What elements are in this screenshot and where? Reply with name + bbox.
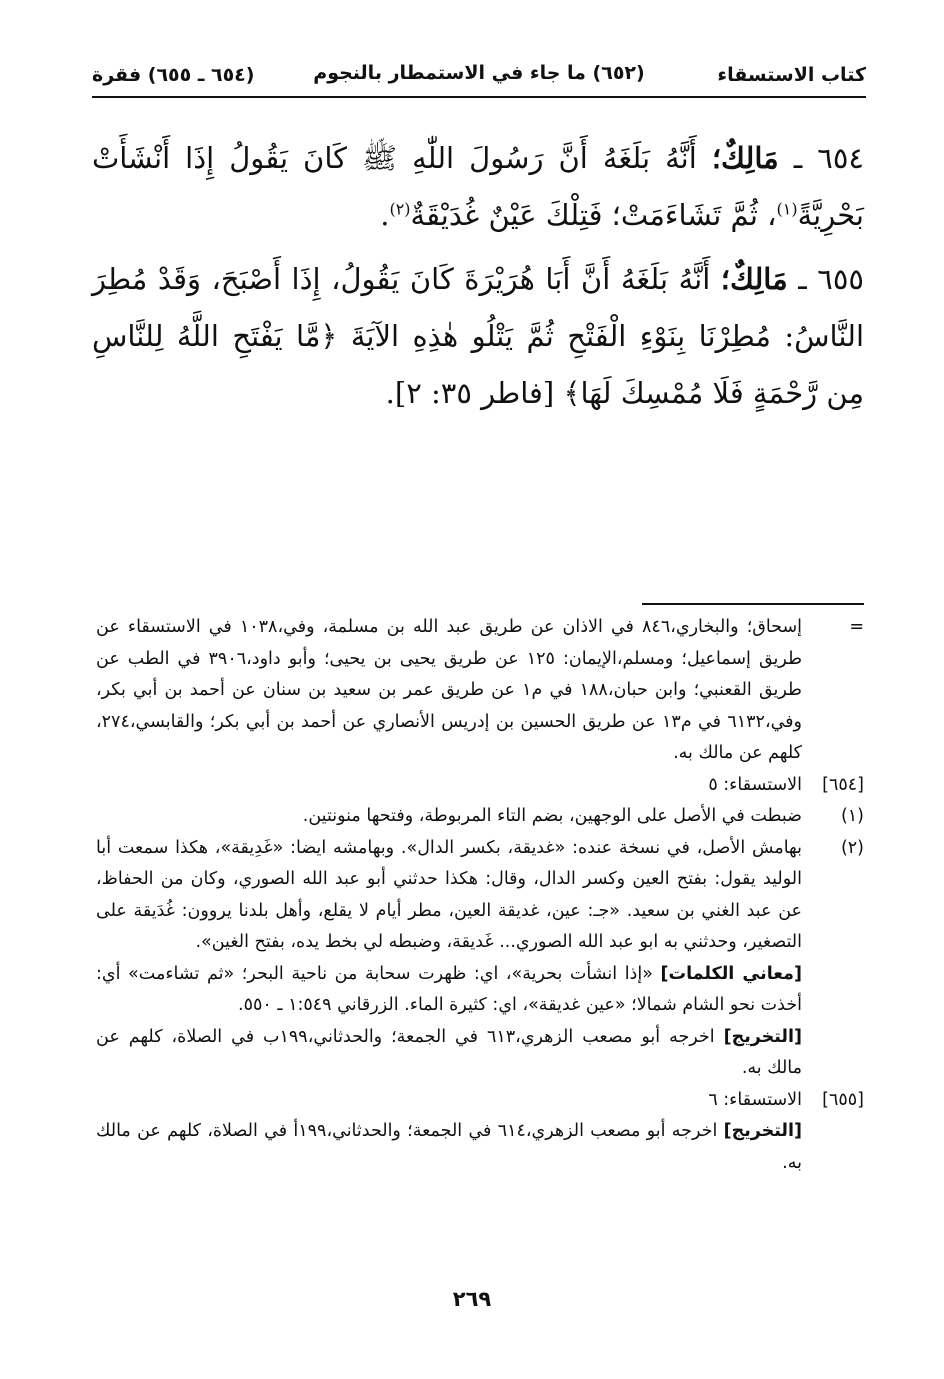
footnotes (96, 612, 864, 1179)
header-chapter-title: (٦٥٢) ما جاء في الاستمطار بالنجوم (313, 62, 645, 84)
note-meanings (96, 959, 864, 1022)
note-marker: [٦٥٥] (822, 1089, 864, 1110)
hadith-text-part: أَنَّهُ بَلَغَهُ أَنَّ أَبَا هُرَيْرَةَ كَانَ يَقُولُ، إِذَا أَصْبَحَ، وَقَدْ مُطِرَ النَّاسُ: مُطِرْنَا بِنَوْءِ الْفَتْحِ ثُمَّ يَتْلُو هٰذِهِ الآيَةَ ﴿مَّا يَفْتَحِ اللَّهُ لِلنَّاسِ مِن رَّحْمَةٍ فَلَا مُمْسِكَ لَهَا﴾ [فاطر ٣٥: ٢]. (92, 262, 864, 410)
footnote-2 (96, 833, 864, 959)
footnote-divider (642, 603, 864, 605)
note-takhrij-654 (96, 1022, 864, 1085)
note-label: [التخريج] (723, 1121, 802, 1141)
header-paragraph-range: (٦٥٤ ـ ٦٥٥) فقرة (92, 64, 255, 86)
hadith-number: ٦٥٤ ـ (793, 141, 865, 175)
note-ref-654 (96, 770, 864, 802)
note-text: «إذا انشأت بحرية»، اي: ظهرت سحابة من ناحية البحر؛ «ثم تشاءمت» أي: أخذت نحو الشام شمالا؛ «عين غديقة»، اي: كثيرة الماء. الزرقاني ١:٥٤٩ ـ ٥٥٠. (96, 963, 802, 1015)
hadith-number: ٦٥٥ ـ (798, 262, 864, 296)
note-marker: = (849, 617, 864, 637)
footnote-1 (96, 801, 864, 833)
note-text: الاستسقاء: ٥ (708, 774, 802, 795)
note-marker: (٢) (840, 837, 864, 858)
header-book-title: كتاب الاستسقاء (717, 64, 866, 86)
note-takhrij-655 (96, 1116, 864, 1179)
footnote-ref-2[interactable]: (٢) (389, 199, 411, 219)
hadith-narrator: مَالِكٌ؛ (711, 141, 779, 175)
note-label: [معاني الكلمات] (660, 963, 802, 984)
note-text: اخرجه أبو مصعب الزهري،٦١٤ في الجمعة؛ والحدثاني،١٩٩أ في الصلاة، كلهم عن مالك به. (96, 1121, 802, 1173)
note-continued (96, 612, 864, 770)
note-text: إسحاق؛ والبخاري،٨٤٦ في الاذان عن طريق عبد الله بن مسلمة، وفي،١٠٣٨ في الاستسقاء عن طريق إسماعيل؛ ومسلم،الإيمان: ١٢٥ عن طريق يحيى بن يحيى؛ وأبو داود،٣٩٠٦ في الطب عن طريق القعنبي؛ وابن حبان،١٨٨ في م١ عن طريق عمر بن سعيد بن سنان عن أحمد بن أبي بكر، وفي،٦١٣٢ في م١٣ عن طريق الحسين بن إدريس الأنصاري عن أحمد بن أبي بكر؛ والقابسي،٢٧٤، كلهم عن مالك به. (96, 617, 802, 763)
header-divider (92, 96, 866, 98)
hadith-narrator: مَالِكٌ؛ (720, 262, 788, 296)
note-label: [التخريج] (723, 1026, 802, 1047)
note-marker: (١) (840, 806, 864, 826)
hadith-655 (92, 251, 864, 422)
note-marker: [٦٥٤] (822, 774, 864, 795)
hadith-654 (92, 130, 864, 244)
hadith-text-part: . (380, 198, 390, 232)
hadith-text (92, 130, 864, 429)
note-ref-655 (96, 1085, 864, 1117)
note-text: اخرجه أبو مصعب الزهري،٦١٣ في الجمعة؛ والحدثاني،١٩٩ب في الصلاة، كلهم عن مالك به. (96, 1026, 802, 1078)
running-header (92, 58, 866, 92)
note-text: بهامش الأصل، في نسخة عنده: «غديقة، بكسر الدال». وبهامشه ايضا: «غَدِيقة»، هكذا سمعت أبا الوليد يقول: بفتح العين وكسر الدال، وقال: هكذا حدثني أبو عبد الله الصوري، وكان من الحفاظ، عن عبد الغني بن سعيد. «جـ: عين، غديقة العين، مطر أيام لا يقلع، وأهل بلدنا يروون: غُدَيقة على التصغير، وحدثني به ابو عبد الله الصوري... غَديقة، وضبطه لي بخط يده، بفتح الغين». (96, 837, 802, 952)
note-text: الاستسقاء: ٦ (708, 1089, 802, 1110)
page-number: ٢٦٩ (452, 1287, 492, 1311)
note-text: ضبطت في الأصل على الوجهين، بضم التاء المربوطة، وفتحها منونتين. (302, 806, 802, 826)
hadith-text-part: أَنَّهُ بَلَغَهُ أَنَّ رَسُولَ اللّٰهِ ﷺ كَانَ يَقُولُ إِذَا أَنْشَأَتْ بَحْرِيَّةً (92, 141, 864, 232)
hadith-text-part: ، ثُمَّ تَشَاءَمَتْ؛ فَتِلْكَ عَيْنٌ غُدَيْقَةٌ (410, 198, 777, 232)
footnote-ref-1[interactable]: (١) (776, 199, 798, 219)
